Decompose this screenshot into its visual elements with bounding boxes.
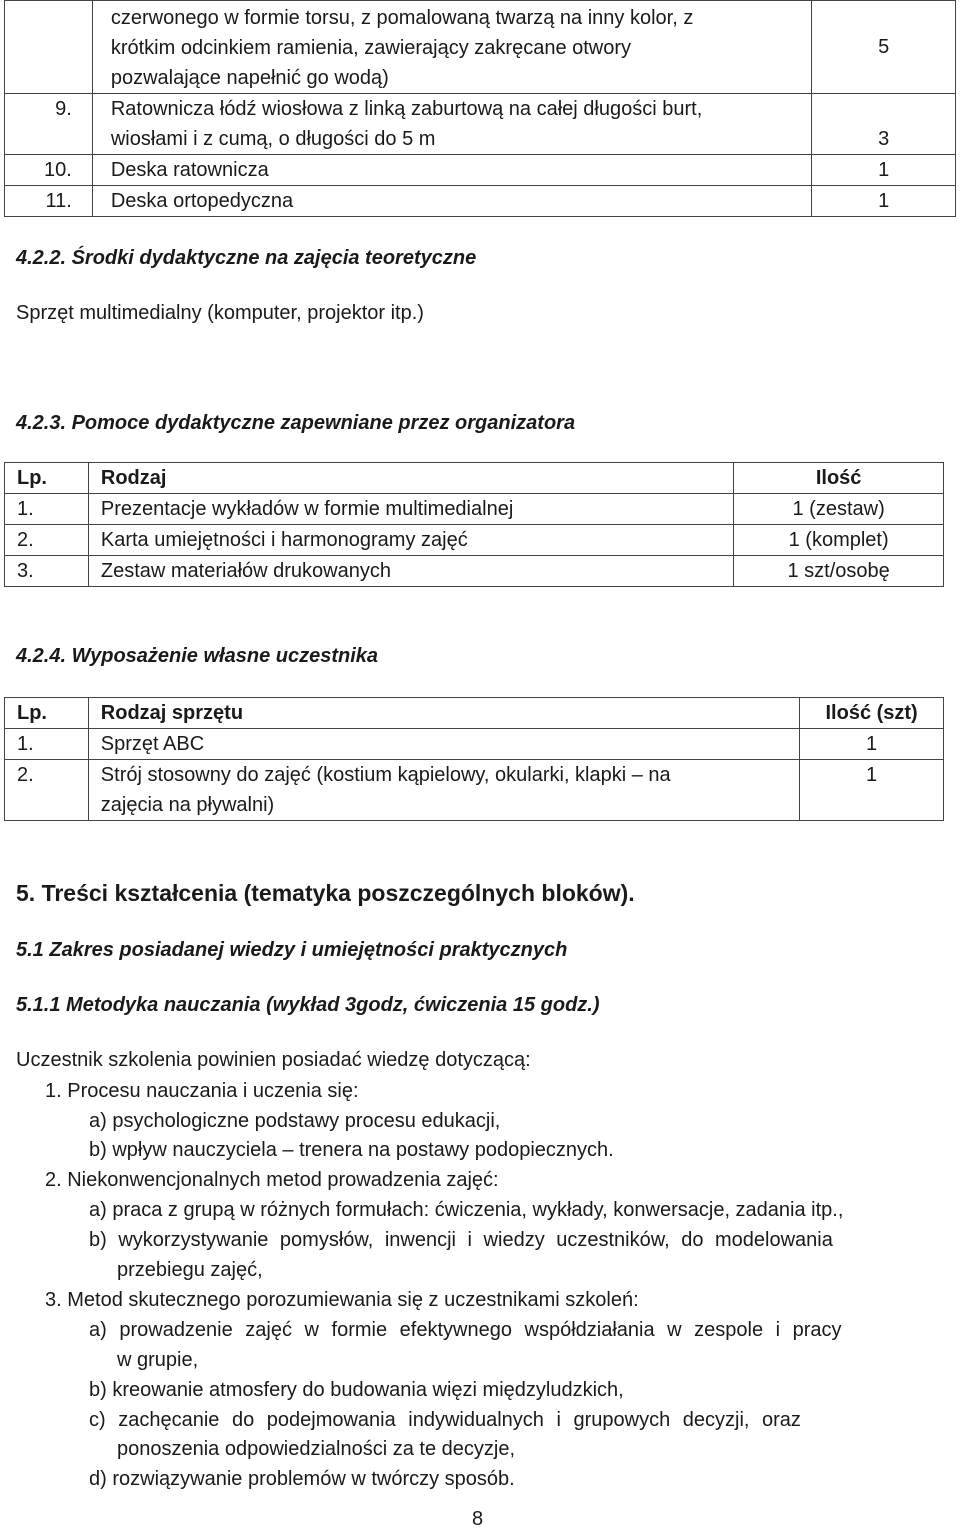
list-item-title: 2. Niekonwencjonalnych metod prowadzenia zajęć: — [45, 1169, 499, 1191]
row-number: 1. — [17, 498, 34, 520]
row-name: Zestaw materiałów drukowanych — [100, 560, 391, 582]
section-text: Sprzęt multimedialny (komputer, projektor itp.) — [16, 302, 424, 324]
section-heading-4-2-3: 4.2.3. Pomoce dydaktyczne zapewniane przez organizatora — [16, 412, 576, 434]
row-quantity: 1 szt/osobę — [787, 560, 890, 582]
row-name: Prezentacje wykładów w formie multimedialnej — [100, 498, 514, 520]
row-quantity: 1 — [866, 764, 878, 786]
list-subitem: c) zachęcanie do podejmowania indywidualnych i grupowych decyzji, oraz — [89, 1409, 801, 1431]
equipment-table-continued — [4, 0, 956, 217]
cell-line: pozwalające napełnić go wodą) — [110, 67, 389, 89]
column-header: Rodzaj sprzętu — [100, 702, 244, 724]
row-number: 11. — [45, 190, 72, 212]
participant-equipment-table — [4, 697, 944, 821]
column-header: Rodzaj — [100, 467, 167, 489]
list-subitem: a) praca z grupą w różnych formułach: ćwiczenia, wykłady, konwersacje, zadania itp., — [89, 1199, 844, 1221]
cell-line: czerwonego w formie torsu, z pomalowaną twarzą na inny kolor, z — [110, 7, 694, 29]
list-subitem: a) prowadzenie zajęć w formie efektywnego współdziałania w zespole i pracy — [89, 1319, 842, 1341]
subheading-5-1-1: 5.1.1 Metodyka nauczania (wykład 3godz, ćwiczenia 15 godz.) — [16, 994, 600, 1016]
list-subitem-cont: w grupie, — [117, 1349, 199, 1371]
row-name-line: zajęcia na pływalni) — [100, 794, 275, 816]
row-number: 1. — [17, 733, 34, 755]
list-subitem: d) rozwiązywanie problemów w twórczy sposób. — [89, 1468, 515, 1490]
table-header-row — [5, 463, 944, 494]
quantity-cell: 3 — [878, 128, 890, 150]
subheading-5-1: 5.1 Zakres posiadanej wiedzy i umiejętności praktycznych — [16, 939, 568, 961]
cell-line: krótkim odcinkiem ramienia, zawierający zakręcane otwory — [110, 37, 632, 59]
row-number: 10. — [44, 159, 72, 181]
row-name: Sprzęt ABC — [100, 733, 205, 755]
list-subitem: b) kreowanie atmosfery do budowania więzi międzyludzkich, — [89, 1379, 624, 1401]
page-number: 8 — [472, 1508, 484, 1530]
cell-line: Ratownicza łódź wiosłowa z linką zaburtową na całej długości burt, — [110, 98, 703, 120]
table-row — [5, 1, 956, 94]
chapter-heading-5: 5. Treści kształcenia (tematyka poszczególnych bloków). — [16, 880, 635, 906]
teaching-aids-table — [4, 462, 944, 587]
table-row — [5, 155, 956, 186]
table-row — [5, 556, 944, 587]
list-subitem-cont: przebiegu zajęć, — [117, 1259, 263, 1281]
row-number: 9. — [55, 98, 72, 120]
quantity-cell: 1 — [878, 190, 890, 212]
quantity-cell: 1 — [878, 159, 890, 181]
row-number: 2. — [17, 529, 34, 551]
list-subitem: a) psychologiczne podstawy procesu edukacji, — [89, 1110, 501, 1132]
section-heading-4-2-2: 4.2.2. Środki dydaktyczne na zajęcia teoretyczne — [16, 247, 477, 269]
intro-text: Uczestnik szkolenia powinien posiadać wiedzę dotyczącą: — [16, 1049, 531, 1071]
row-name: Karta umiejętności i harmonogramy zajęć — [100, 529, 468, 551]
cell-line: Deska ratownicza — [110, 159, 269, 181]
table-row — [5, 494, 944, 525]
list-subitem: b) wpływ nauczyciela – trenera na postawy podopiecznych. — [89, 1139, 614, 1161]
column-header: Lp. — [17, 467, 47, 489]
list-item-title: 1. Procesu nauczania i uczenia się: — [45, 1080, 359, 1102]
cell-line: Deska ortopedyczna — [110, 190, 294, 212]
section-heading-4-2-4: 4.2.4. Wyposażenie własne uczestnika — [16, 645, 379, 667]
row-number: 3. — [17, 560, 34, 582]
row-number: 2. — [17, 764, 34, 786]
table-row — [5, 94, 956, 155]
row-quantity: 1 (zestaw) — [792, 498, 885, 520]
cell-line: wiosłami i z cumą, o długości do 5 m — [110, 128, 436, 150]
row-quantity: 1 (komplet) — [788, 529, 889, 551]
column-header: Lp. — [17, 702, 47, 724]
list-subitem-cont: ponoszenia odpowiedzialności za te decyzje, — [117, 1438, 516, 1460]
column-header: Ilość — [815, 467, 862, 489]
table-row — [5, 525, 944, 556]
table-row — [5, 760, 944, 821]
table-row — [5, 729, 944, 760]
table-header-row — [5, 698, 944, 729]
row-quantity: 1 — [866, 733, 878, 755]
list-item-title: 3. Metod skutecznego porozumiewania się z uczestnikami szkoleń: — [45, 1289, 639, 1311]
quantity-cell: 5 — [878, 36, 890, 58]
row-name-line: Strój stosowny do zajęć (kostium kąpielowy, okularki, klapki – na — [100, 764, 671, 786]
list-subitem: b) wykorzystywanie pomysłów, inwencji i wiedzy uczestników, do modelowania — [89, 1229, 833, 1251]
column-header: Ilość (szt) — [825, 702, 918, 724]
table-row — [5, 186, 956, 217]
